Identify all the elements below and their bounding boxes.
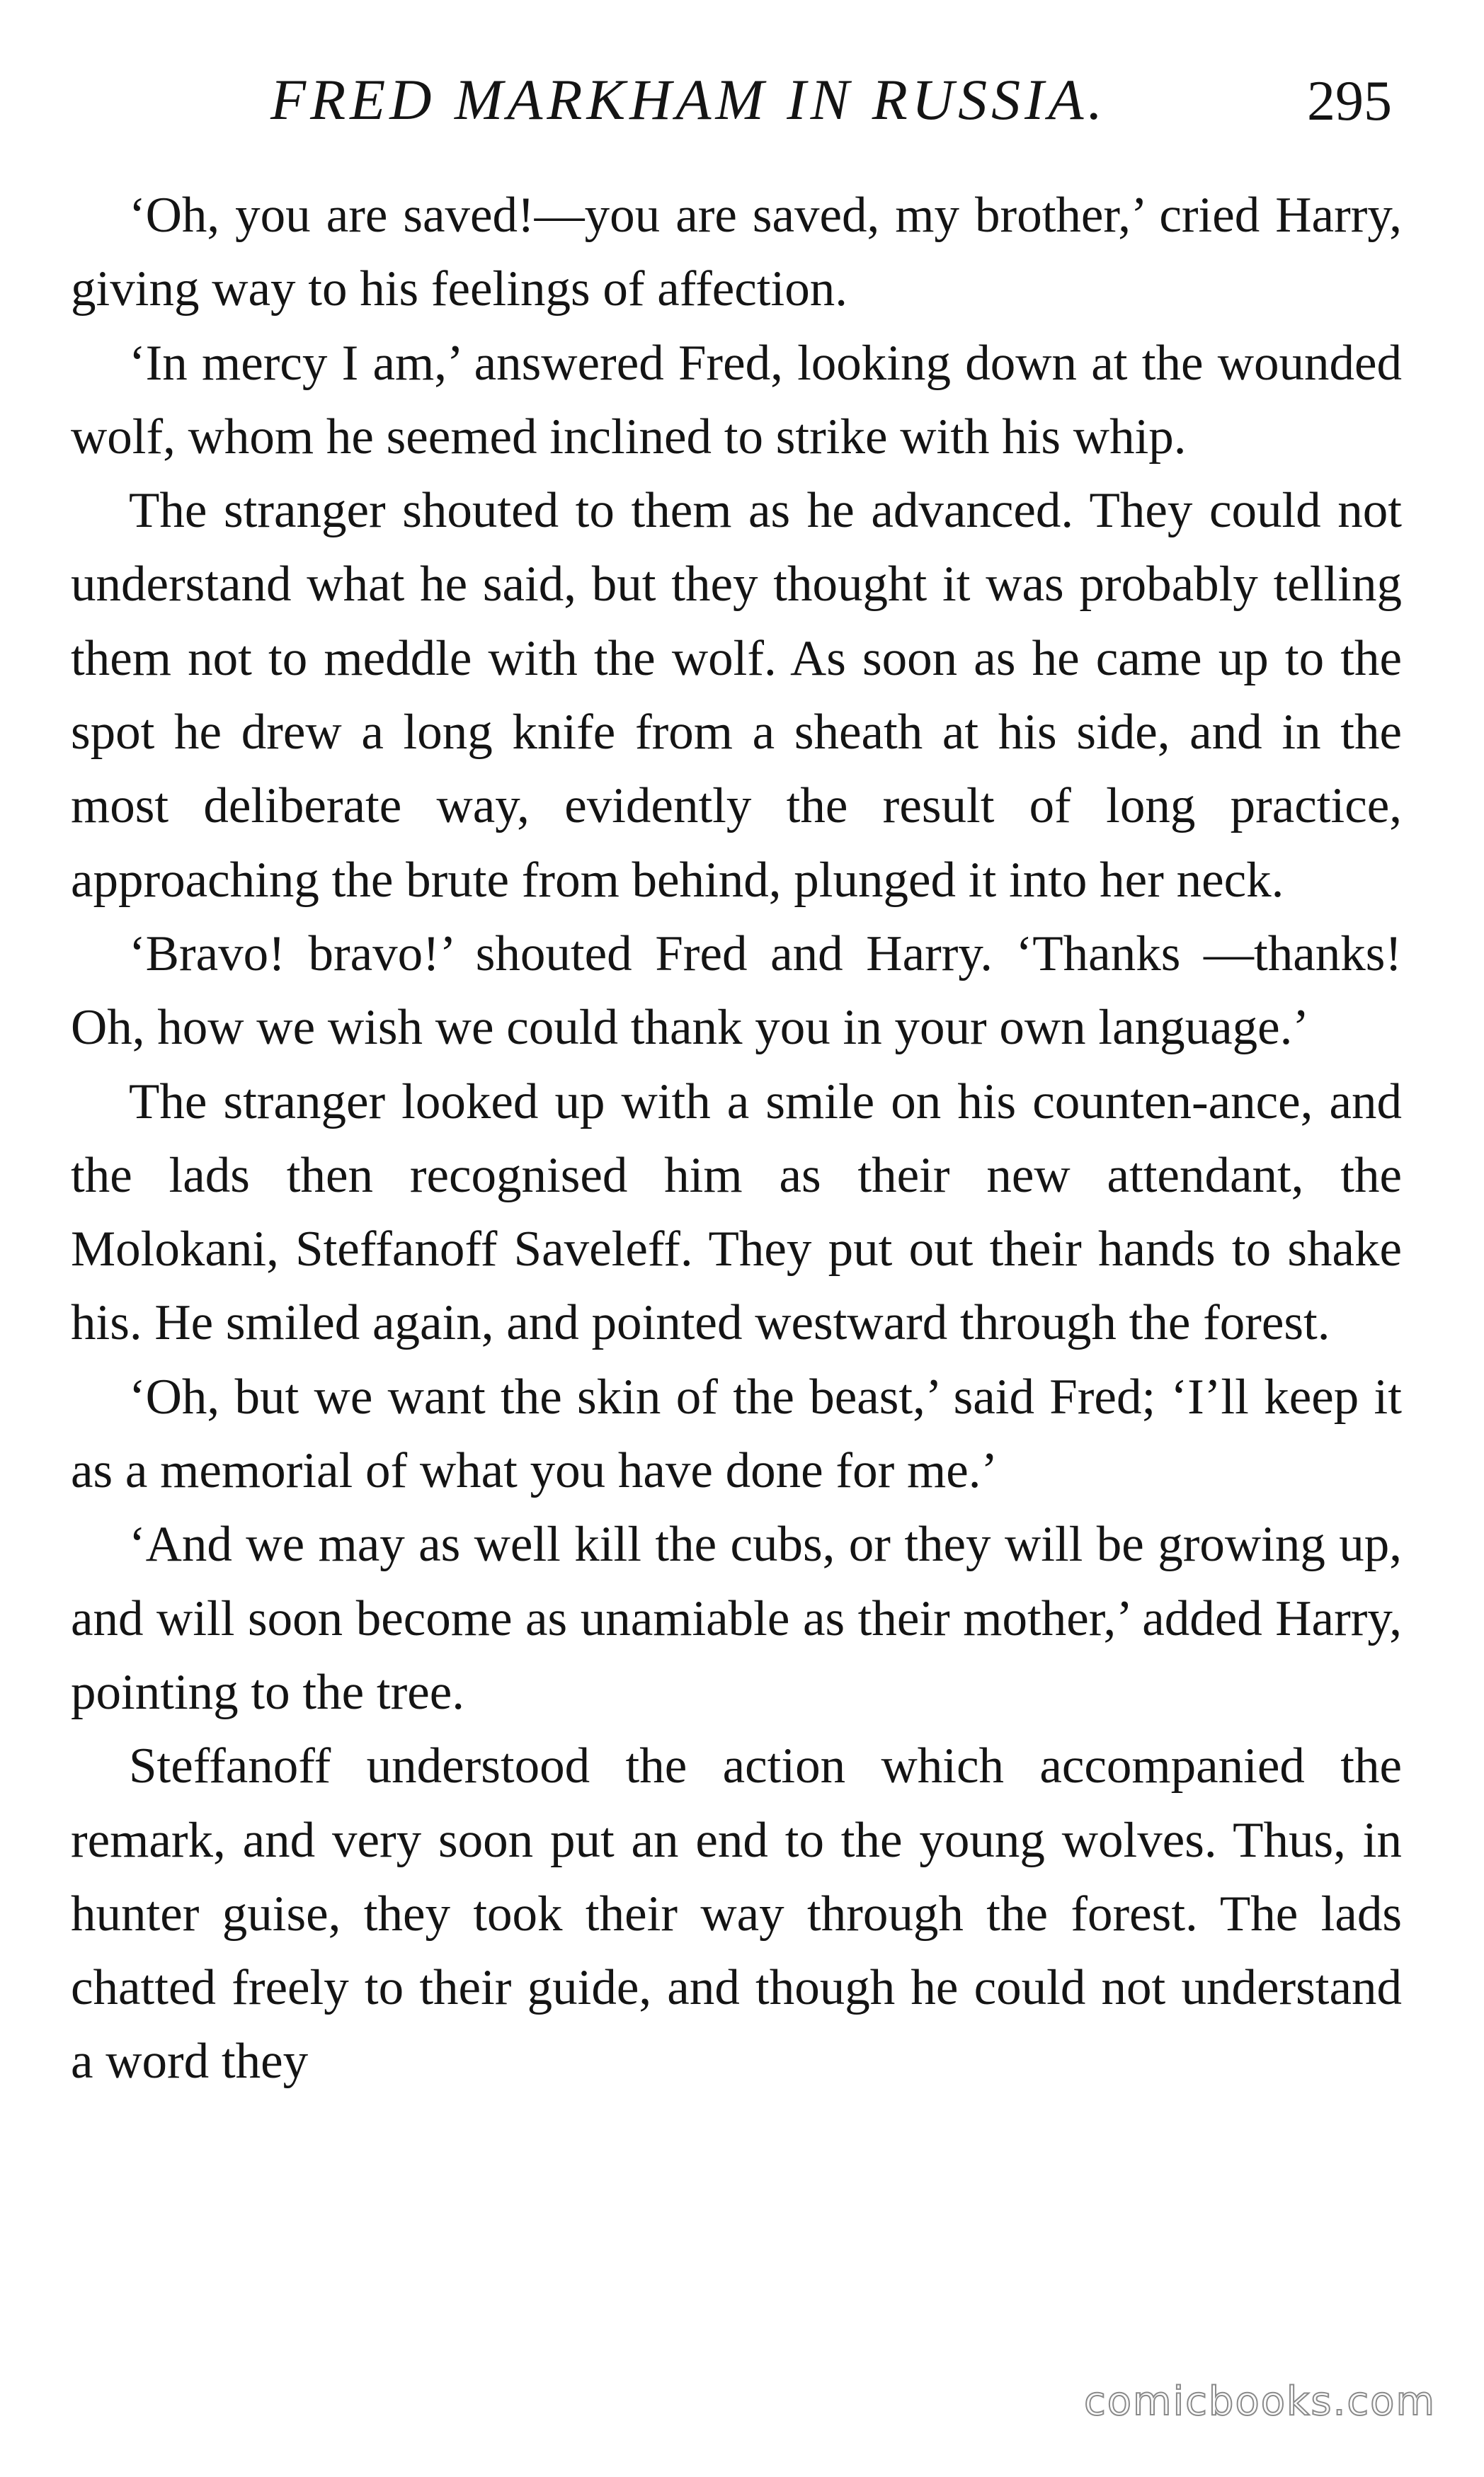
paragraph-4: ‘Bravo! bravo!’ shouted Fred and Harry. ‘Thanks —thanks! Oh, how we wish we could thank you in your own language.’ — [71, 926, 1402, 1056]
running-header — [68, 59, 1399, 152]
paragraph-5: The stranger looked up with a smile on his counten-ance, and the lads then recognised him as their new attendant, the Molokani, Steffanoff Saveleff. They put out their hands to shake his. He smiled again, and pointed westward through the forest. — [71, 1074, 1402, 1351]
paragraph-2: ‘In mercy I am,’ answered Fred, looking down at the wounded wolf, whom he seemed inclined to strike with his whip. — [71, 335, 1402, 465]
paragraph-6: ‘Oh, but we want the skin of the beast,’ said Fred; ‘I’ll keep it as a memorial of what you have done for me.’ — [71, 1369, 1402, 1499]
paragraph-7: ‘And we may as well kill the cubs, or they will be growing up, and will soon become as unamiable as their mother,’ added Harry, pointing to the tree. — [71, 1517, 1402, 1720]
paragraph-3: The stranger shouted to them as he advanced. They could not understand what he said, but they thought it was probably telling them not to meddle with the wolf. As soon as he came up to the spot he drew a long knife from a sheath at his side, and in the most deliberate way, evidently the result of long practice, approaching the brute from behind, plunged it into her neck. — [71, 483, 1402, 908]
paragraph-1: ‘Oh, you are saved!—you are saved, my brother,’ cried Harry, giving way to his feelings of affection. — [71, 188, 1402, 317]
body-text — [71, 178, 1402, 2099]
watermark: comicbooks.com — [1083, 2379, 1436, 2425]
page-number: 295 — [1307, 70, 1392, 132]
running-title: FRED MARKHAM IN RUSSIA. — [270, 67, 1107, 132]
paragraph-8: Steffanoff understood the action which accompanied the remark, and very soon put an end to the young wolves. Thus, in hunter guise, they took their way through the forest. The lads chatted freely to their guide, and though he could not understand a word they — [71, 1738, 1402, 2090]
